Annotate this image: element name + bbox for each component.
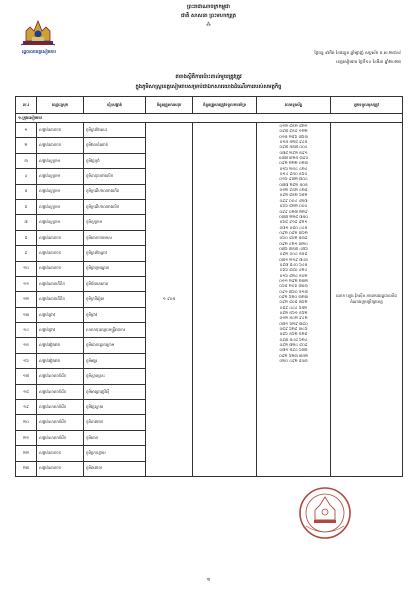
row-no: ៧ [16, 215, 37, 230]
row-commune: ភូមិក្រពើហាលខាងលិច [84, 199, 146, 214]
row-commune: ភូមិស្ពានស្រះ [84, 369, 146, 384]
row-district: សង្កាត់គោកចក [37, 261, 84, 276]
row-district: សង្កាត់គោកចក [37, 246, 84, 261]
row-district: សង្កាត់គោកចក [37, 123, 84, 138]
support-count-cell [193, 123, 257, 477]
row-no: ២១ [16, 430, 37, 445]
row-commune: ភូមិក្រពើហាលខាងកើត [84, 184, 146, 199]
row-no: ៤ [16, 169, 37, 184]
row-commune: ភូមិតាពាងក [84, 415, 146, 430]
page-number: ១ [206, 577, 211, 583]
row-no: ១៩ [16, 400, 37, 415]
row-commune: ភូមិតាភុលខាងលិច [84, 169, 146, 184]
agency-name: រដ្ឋបាលខេត្តសៀមរាប [21, 50, 56, 55]
row-commune: ភូមិជ្រាវ [84, 307, 146, 322]
section-label: ១.ក្រុងសៀមរាប [16, 114, 403, 123]
row-district: សង្កាត់ស្លក្រាម [37, 153, 84, 168]
row-district: សង្កាត់វៀងរាង [37, 353, 84, 368]
row-district: សង្កាត់ស្លក្រាម [37, 215, 84, 230]
official-seal-icon [298, 486, 352, 540]
ornament-divider: ⁂ [206, 22, 211, 28]
phone-list: ០១២ ៨៥២ ៨២១ ០៩៧ ៩៥៩ ១២២ ០១៥ ២៨៦ ៧៦៣ ០១៥ ៥២៨ ៩៤៥ ០៩៧ ៥៥៧ ០០៤ ០៧៨ ២៩២ ៥៩១ ០៧៧ ៣២៥ ៣៩០ ០៩២ ២២២ ០២៣ ០១៦ ២៥៤ ៤២៤ ០១៤ ៩៥០ ៥៦០ ០១៦ ៩៧២ ៧០៤ ០៧៧ ២៩២ ៥០៥ ០១២ ៩៥២ ៤២៨ ០៩២ ៨៥២ ៦៥២ ០៩៩ ០០៤ ៤២៧ ០៦៦ ៨២២ ០០០ ០៩៩ ០២៧ ២២៩ ០៧៧ ២២៨ ៧៥០ ០៦៨ ៩១៩ ៩២១ ០៧១ ០៨០ ៤៤៥ ០៩២ ០៩២ ៣៦២ ០៦០ ៨០២ ៥៣៩ ០៩២ ៤២១ ៣២០ ០៧៦ ៧៥៧ ៤៧៦ ០៩២ ០០៤ ៥៥៨ ០៧១ ២១៩ ៧៤៥ ០៩៧ ៨៤០ ៦៤៥ ០៦៦ ៨៨០ ៤២៤ ០១៦ ៨២៤ ៥០២ ០១១ ២៩២ ២៣២ ០៦៨ ២០៦ ៧០៣ ០៩១ ៧៦០ ៥១៧ ០៩២ ៦២០ ៣២៣ ០៩២ ៨០៨ ៣៦២ ០៨៩ ៤៤៤ ៦៥២ ០៩២ ៥៦១ ៥៦២ ០១២ ៥៤២ ៩៤២ ០៧១ ៦២៩ ៧៨០ ០៨៩ ៦២៩ ៣៤៦ ០៨៦ ៥៦២ ៥២៨ ០៩៣ ៥៤៨ ៦២៤ ០៩២ ៧២៤ ៨០៩ ០៧១ ៥៩៤ ៦៧៥ ០៩២ ៦២៣ ៣៥២ ០២០ ៤៩២ ៨០៣ [257, 123, 331, 477]
row-no: ២ [16, 138, 37, 153]
col-header-remark: អ្នកទទួលខុសត្រូវ [331, 97, 403, 114]
table-row [16, 123, 403, 138]
row-district: សង្កាត់ស្លក្រាម [37, 199, 84, 214]
col-header-count: ចំនួនគ្រួសារត្រូវទទួលការគាំទ្រ [193, 97, 257, 114]
row-commune: ភូមិវាលដំណាក់ [84, 138, 146, 153]
row-no: ៥ [16, 184, 37, 199]
col-header-phone: លេខទូរស័ព្ទ [257, 97, 331, 114]
row-commune: ភូមិគោក [84, 430, 146, 445]
document-subtitle: ក្នុងភូមិសាស្រ្តខេត្តសៀមរាបសម្រាប់ជាឯកសារយោងដំណើរការរបស់សមត្ថកិច្ច [135, 84, 282, 90]
motto-heading: ជាតិ សាសនា ព្រះមហាក្សត្រ [181, 13, 236, 19]
row-no: ១១ [16, 276, 37, 291]
row-no: ២២ [16, 446, 37, 461]
row-district: សង្កាត់គោកចក [37, 461, 84, 476]
row-district: សង្កាត់គោកចក [37, 446, 84, 461]
col-header-district: ឈ្មោះស្រុក [37, 97, 84, 114]
lunar-date: ថ្ងៃចន្ទ ៩កើត ខែផល្គុន ឆ្នាំម្សាញ់ សប្តស័ក ព.ស.២៥៦៨ [314, 50, 401, 55]
row-commune: ភូមិព្រហ្មមណ្ឌល [84, 261, 146, 276]
col-header-commune: ឃុំ/សង្កាត់ [84, 97, 146, 114]
row-district: សង្កាត់សាលាកំរើក [37, 400, 84, 415]
row-district: សង្កាត់វៀងរាង [37, 338, 84, 353]
row-commune: ភូមិពពោល [84, 461, 146, 476]
table-header-row [16, 97, 403, 114]
row-no: ៦ [16, 199, 37, 214]
row-district: សង្កាត់គោកកើតិក [37, 292, 84, 307]
row-no: ១២ [16, 292, 37, 307]
row-no: ២៣ [16, 461, 37, 476]
row-district: សង្កាត់ជ្រាវ [37, 323, 84, 338]
row-district: សង្កាត់គោកចក [37, 230, 84, 245]
row-district: សង្កាត់ស្លក្រាម [37, 169, 84, 184]
row-district: សង្កាត់ស្លក្រាម [37, 184, 84, 199]
row-commune: ភូមិអង្គរ [84, 353, 146, 368]
row-no: ១៦ [16, 353, 37, 368]
row-commune: ភូមិជ័យនេរភាព [84, 276, 146, 291]
row-district: សង្កាត់សាលាកំរើក [37, 430, 84, 445]
row-no: ១៧ [16, 369, 37, 384]
row-commune: ភូមិធ្លកកន្ធាយ [84, 446, 146, 461]
row-no: ៨ [16, 230, 37, 245]
row-commune: ភូមិត្រពាំងសេះ [84, 123, 146, 138]
section-row [16, 114, 403, 123]
row-no: ១៥ [16, 338, 37, 353]
row-no: ២០ [16, 415, 37, 430]
row-commune: ភូមិអាត្រោញវិស៊ី [84, 384, 146, 399]
households-table [15, 96, 403, 477]
row-district: សង្កាត់សាលាកំរើក [37, 369, 84, 384]
document-title: តារាងស្ថិតិការប៉ោះពាល់មួយត្រូវត្រូវ [175, 74, 242, 80]
row-district: សង្កាត់សាលាកំរើក [37, 415, 84, 430]
responsible-official: លោក ឡេង វ៉ុនស៊ីន នាយករងរដ្ឋបាលនិងតំណាងក្រុមប្រឹក្សាខេត្ត [331, 123, 403, 477]
col-header-total: ចំនួនគ្រួសារសរុប [146, 97, 193, 114]
col-header-no: ល.រ [16, 97, 37, 114]
row-district: សង្កាត់ជ្រាវ [37, 307, 84, 322]
row-no: ៩ [16, 246, 37, 261]
row-no: ១០ [16, 261, 37, 276]
row-district: សង្កាត់សាលាកំរើក [37, 384, 84, 399]
row-commune: សាលាចុះឈ្មោះមន្ត្រីរាជការ [84, 323, 146, 338]
row-commune: ភូមិគោកចករមាស [84, 230, 146, 245]
kingdom-heading: ព្រះរាជាណាចក្រកម្ពុជា [187, 4, 230, 10]
row-commune: ភូមិគោកត្នោតក្រោម [84, 338, 146, 353]
row-commune: ភូមិក្របីរៀល [84, 292, 146, 307]
row-no: ១៨ [16, 384, 37, 399]
solar-date: ខេត្តសៀមរាប ថ្ងៃទី១០ ខែមីនា ឆ្នាំ២០២៥ [336, 59, 401, 64]
row-no: ១៣ [16, 307, 37, 322]
row-commune: ភូមិវត្តបូព៌ [84, 153, 146, 168]
row-district: សង្កាត់គោកកើតិក [37, 276, 84, 291]
row-no: ១ [16, 123, 37, 138]
total-households: ១ ៩០៥ [146, 123, 193, 477]
row-no: ៣ [16, 153, 37, 168]
row-commune: ភូមិស្លក្រាម [84, 215, 146, 230]
row-commune: ភូមិត្រពាំងត្រាវ [84, 246, 146, 261]
row-no: ១៤ [16, 323, 37, 338]
row-district: សង្កាត់គោកចក [37, 138, 84, 153]
provincial-emblem-icon [18, 17, 58, 49]
row-commune: ភូមិវត្តស្វាយ [84, 400, 146, 415]
